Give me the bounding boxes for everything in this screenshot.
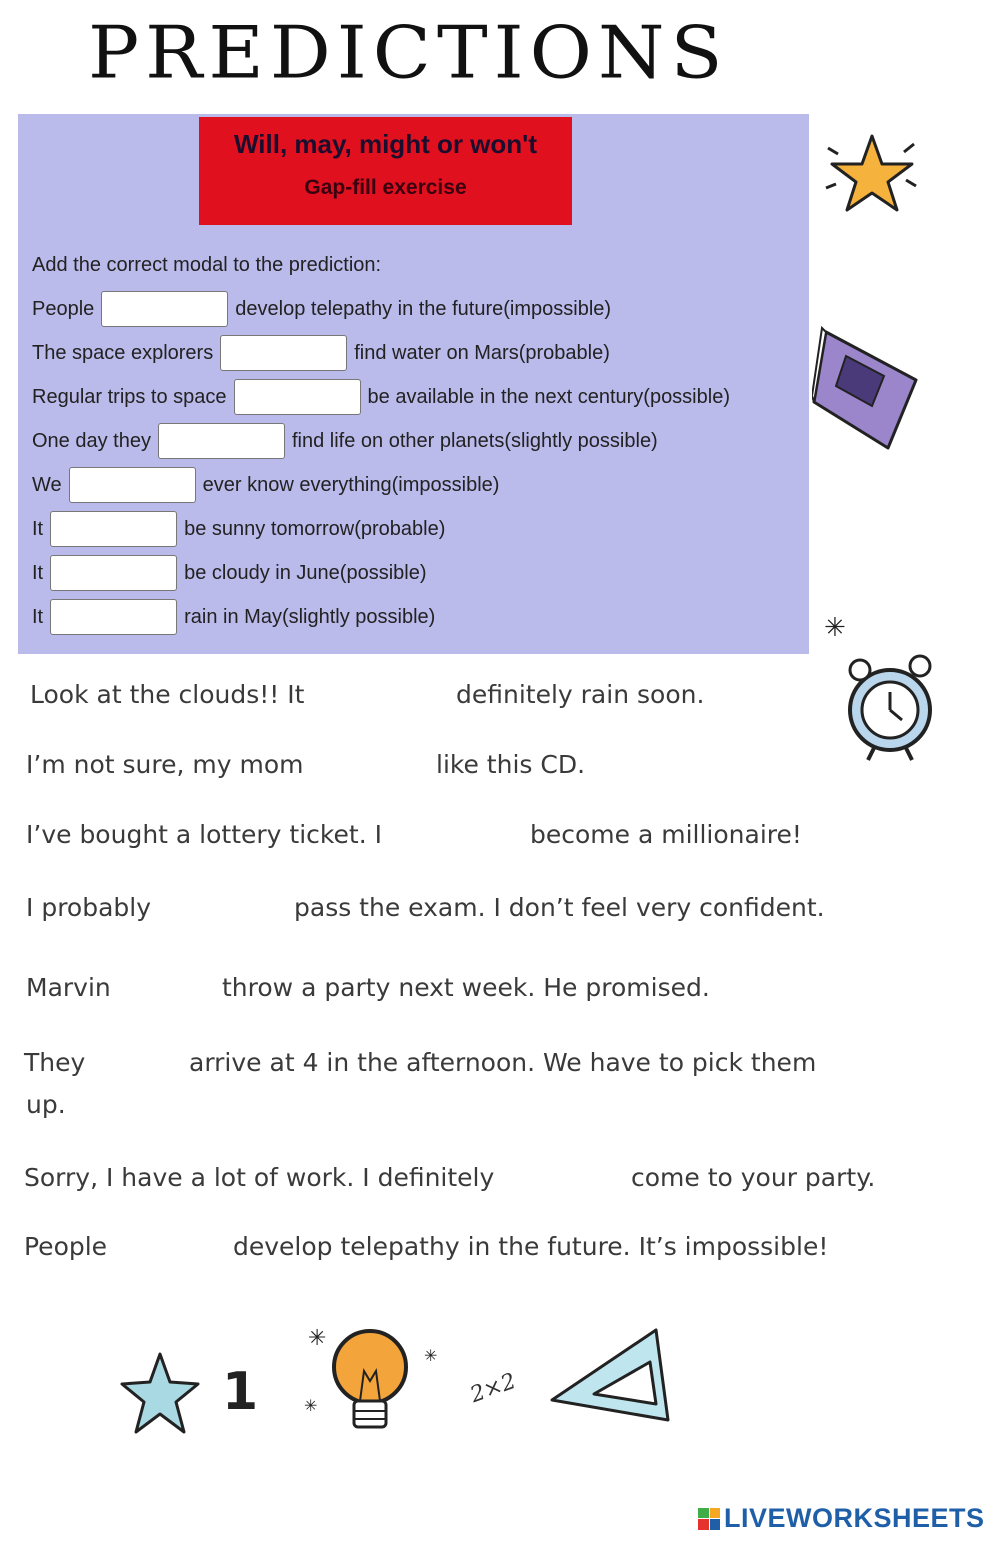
svg-text:✳: ✳: [308, 1326, 327, 1351]
math-scribble: 2×2: [467, 1368, 520, 1409]
row-text-after: develop telepathy in the future(impossible): [235, 297, 612, 320]
row-text-after: be cloudy in June(possible): [184, 561, 427, 584]
exercise-row: [32, 290, 611, 328]
answer-input[interactable]: [220, 335, 347, 371]
sentence-after: like this CD.: [436, 750, 586, 779]
row-text-after: ever know everything(impossible): [202, 473, 500, 496]
row-text-before: We: [32, 473, 62, 496]
row-text-before: People: [32, 297, 95, 320]
sentence-after: pass the exam. I don’t feel very confident.: [294, 893, 825, 922]
sentence: [24, 1163, 924, 1197]
svg-text:✳: ✳: [824, 613, 846, 643]
exercise-row: [32, 378, 730, 416]
number-one: 1: [222, 1362, 259, 1422]
star-outline-icon: [120, 1348, 200, 1438]
set-square-icon: [546, 1278, 676, 1428]
sentence: [26, 750, 786, 784]
row-text-after: find water on Mars(probable): [354, 341, 610, 364]
row-text-after: be sunny tomorrow(probable): [184, 517, 446, 540]
sentence-before: Look at the clouds!! It: [30, 680, 305, 709]
sentence-after: definitely rain soon.: [456, 680, 705, 709]
alarm-clock-icon: [820, 610, 940, 770]
row-text-before: One day they: [32, 429, 151, 452]
exercise-row: [32, 598, 435, 636]
row-text-before: Regular trips to space: [32, 385, 227, 408]
exercise-row: [32, 510, 445, 548]
exercise-row: [32, 334, 610, 372]
sentence-continuation: up.: [26, 1090, 66, 1119]
exercise-row: [32, 554, 427, 592]
sentence-before: I probably: [26, 893, 152, 922]
liveworksheets-logo: [698, 1503, 985, 1534]
sentence-after: become a millionaire!: [530, 820, 802, 849]
page-title: PREDICTIONS: [88, 10, 729, 95]
sentence: [26, 820, 846, 854]
sentence-after: come to your party.: [631, 1163, 876, 1192]
sentence-before: Sorry, I have a lot of work. I definitely: [24, 1163, 495, 1192]
answer-input[interactable]: [50, 599, 177, 635]
sentence-before: People: [24, 1232, 108, 1261]
sentence: [26, 893, 896, 927]
row-text-before: It: [32, 517, 44, 540]
light-bulb-icon: [300, 1315, 450, 1445]
row-text-before: The space explorers: [32, 341, 214, 364]
row-text-before: It: [32, 561, 44, 584]
sentence: [26, 973, 786, 1007]
answer-input[interactable]: [69, 467, 196, 503]
exercise-heading: Will, may, might or won't: [233, 129, 538, 159]
answer-input[interactable]: [101, 291, 228, 327]
exercise-header: [199, 117, 572, 225]
row-text-after: find life on other planets(slightly possible): [291, 429, 658, 452]
exercise-instruction: Add the correct modal to the prediction:: [32, 254, 382, 276]
sentence: [24, 1048, 904, 1128]
sentence-after: develop telepathy in the future. It’s impossible!: [233, 1232, 829, 1261]
exercise-row: [32, 466, 499, 504]
answer-input[interactable]: [50, 555, 177, 591]
sentence: [30, 680, 790, 714]
row-text-after: rain in May(slightly possible): [184, 605, 436, 628]
logo-mark-icon: [698, 1508, 720, 1530]
sentence-before: I’ve bought a lottery ticket. I: [26, 820, 382, 849]
exercise-subheading: Gap-fill exercise: [304, 176, 467, 199]
answer-input[interactable]: [158, 423, 285, 459]
sentence-before: I’m not sure, my mom: [26, 750, 304, 779]
svg-text:✳: ✳: [424, 1346, 438, 1365]
star-icon: [822, 128, 922, 218]
exercise-panel: [18, 114, 809, 654]
sentence-before: They: [24, 1048, 86, 1077]
book-icon: [812, 322, 924, 452]
row-text-after: be available in the next century(possible): [367, 385, 730, 408]
sentence: [24, 1232, 924, 1266]
sentence-before: Marvin: [26, 973, 111, 1002]
sentence-after: throw a party next week. He promised.: [222, 973, 710, 1002]
answer-input[interactable]: [50, 511, 177, 547]
brand-text: LIVEWORKSHEETS: [724, 1503, 985, 1533]
svg-text:✳: ✳: [304, 1396, 318, 1415]
answer-input[interactable]: [234, 379, 361, 415]
sentence-after: arrive at 4 in the afternoon. We have to pick them: [189, 1048, 817, 1077]
exercise-row: [32, 422, 658, 460]
row-text-before: It: [32, 605, 44, 628]
